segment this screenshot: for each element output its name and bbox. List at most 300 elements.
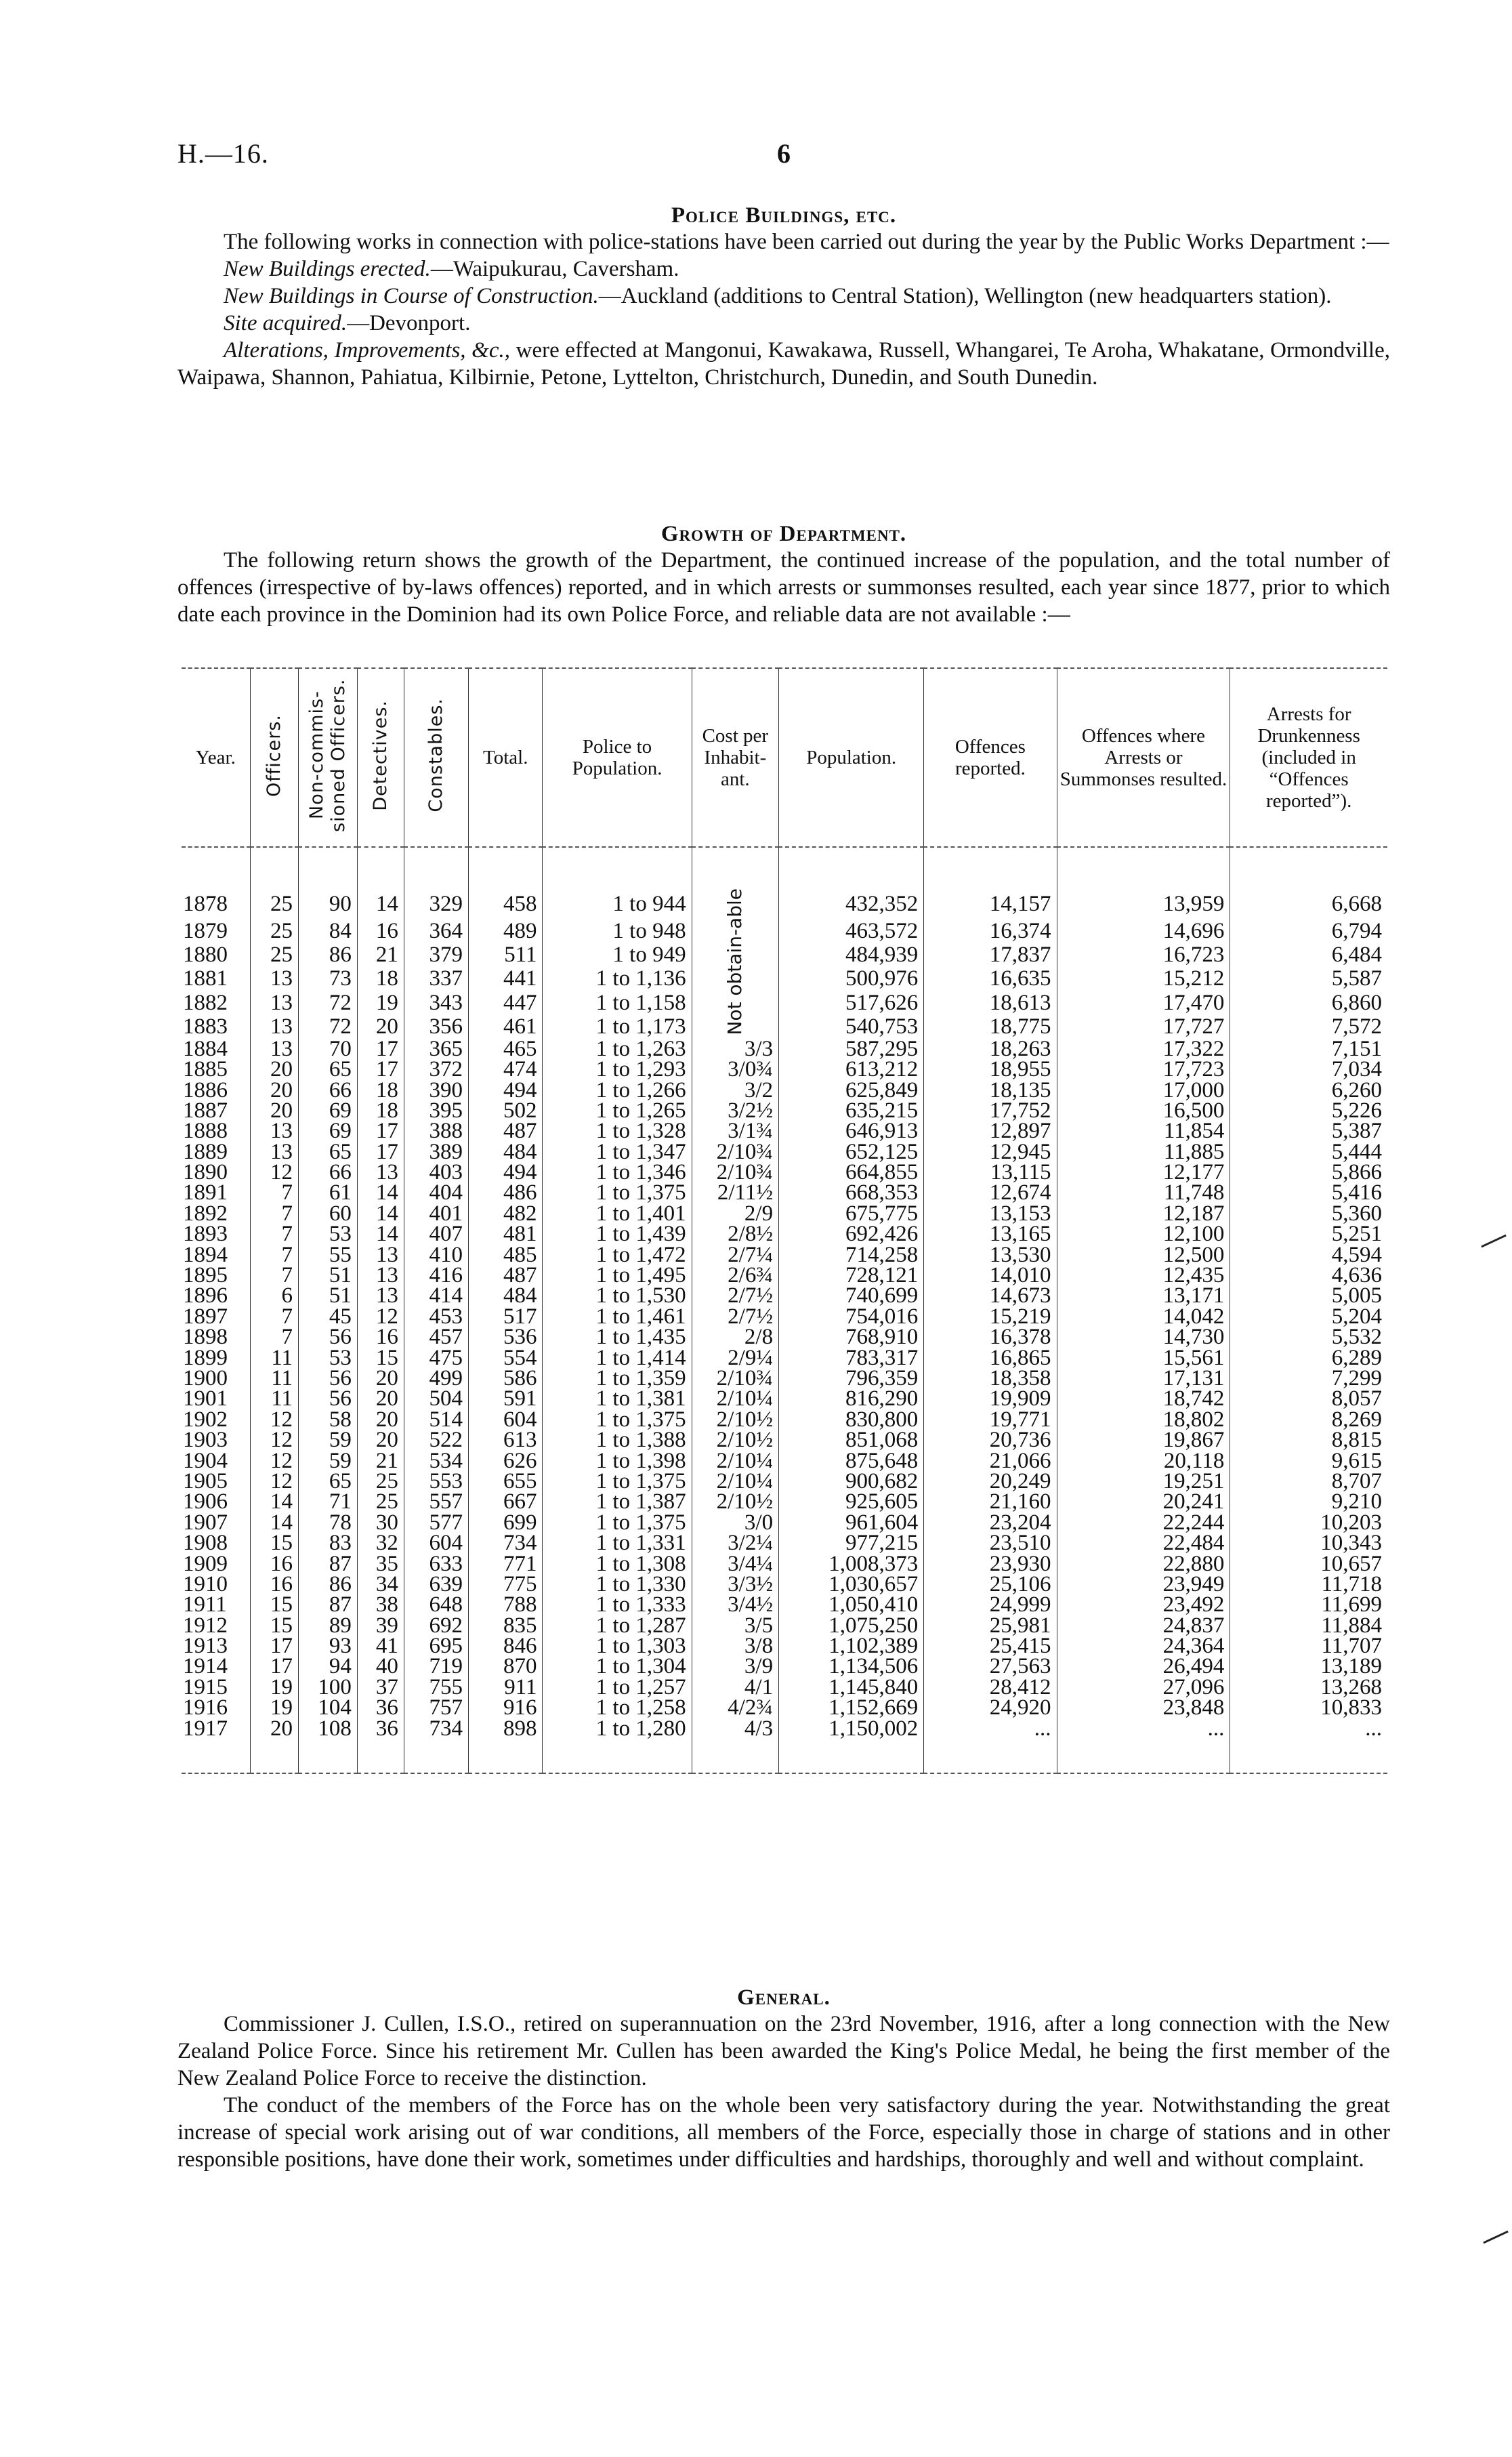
cell-drunkenness: 7,572 (1230, 1014, 1387, 1038)
cell-detectives: 32 (357, 1533, 404, 1553)
cell-officers: 17 (250, 1636, 298, 1656)
cell-officers: 13 (250, 1014, 298, 1038)
cell-population: 1,050,410 (779, 1594, 924, 1615)
cell-constables: 757 (404, 1697, 468, 1718)
cell-constables: 372 (404, 1059, 468, 1079)
cell-cost-per-inhabitant: 3/2½ (692, 1100, 779, 1121)
cell-nco: 65 (299, 1142, 358, 1162)
cell-police-to-population: 1 to 1,346 (543, 1162, 692, 1182)
cell-offences-reported: 12,897 (924, 1121, 1057, 1141)
table-row (182, 1615, 1387, 1636)
cell-arrests-summonses: 17,000 (1057, 1079, 1230, 1100)
cell-nco: 45 (299, 1306, 358, 1327)
cell-nco: 72 (299, 991, 358, 1014)
cell-constables: 692 (404, 1615, 468, 1636)
table-row (182, 1594, 1387, 1615)
cell-population: 587,295 (779, 1039, 924, 1059)
cell-total: 474 (469, 1059, 543, 1079)
cell-arrests-summonses: 16,723 (1057, 943, 1230, 966)
col-drunkenness: Arrests for Drunkenness (included in “Offences reported”). (1230, 668, 1387, 847)
cell-population: 783,317 (779, 1347, 924, 1367)
cell-offences-reported: 13,530 (924, 1244, 1057, 1264)
cell-officers: 7 (250, 1182, 298, 1203)
cell-offences-reported: 16,865 (924, 1347, 1057, 1367)
table-row (182, 1677, 1387, 1697)
cell-constables: 457 (404, 1327, 468, 1347)
cell-drunkenness: 6,289 (1230, 1347, 1387, 1367)
cell-constables: 633 (404, 1553, 468, 1573)
cell-year: 1889 (183, 1139, 228, 1164)
cell-offences-reported: 28,412 (924, 1677, 1057, 1697)
cell-drunkenness: 13,189 (1230, 1656, 1387, 1676)
cell-total: 485 (469, 1244, 543, 1264)
cell-arrests-summonses: 14,696 (1057, 919, 1230, 943)
cell-total: 484 (469, 1142, 543, 1162)
cell-drunkenness: 9,210 (1230, 1491, 1387, 1512)
cell-year: 1901 (183, 1386, 228, 1411)
cell-total: 775 (469, 1574, 543, 1594)
cell-constables: 504 (404, 1388, 468, 1409)
cell-detectives: 17 (357, 1121, 404, 1141)
police-buildings-section (177, 203, 1390, 391)
cell-population: 1,030,657 (779, 1574, 924, 1594)
cell-nco: 55 (299, 1244, 358, 1264)
cell-year: 1891 (183, 1180, 228, 1205)
cell-cost-per-inhabitant: 2/8½ (692, 1224, 779, 1244)
cell-year: 1881 (183, 966, 228, 991)
cell-officers: 7 (250, 1327, 298, 1347)
cell-police-to-population: 1 to 1,530 (543, 1285, 692, 1306)
cell-year: 1899 (183, 1345, 228, 1370)
cell-constables: 389 (404, 1142, 468, 1162)
cell-officers: 7 (250, 1244, 298, 1264)
cell-offences-reported: 12,674 (924, 1182, 1057, 1203)
cell-offences-reported: 18,613 (924, 991, 1057, 1014)
cell-offences-reported: 15,219 (924, 1306, 1057, 1327)
cell-total: 734 (469, 1533, 543, 1553)
table-row (182, 967, 1387, 991)
growth-intro: The following return shows the growth of the Department, the continued increase of the population, and the total number of offences (irrespective of by-laws offences) reported, and in which arrests or summonses resulted, each year since 1877, prior to which date each province in the Dominion had its own Police Force, and reliable data are not available :— (177, 548, 1390, 627)
cell-police-to-population: 1 to 1,347 (543, 1142, 692, 1162)
cell-arrests-summonses: 12,100 (1057, 1224, 1230, 1244)
cell-offences-reported: 13,115 (924, 1162, 1057, 1182)
cell-offences-reported: 20,249 (924, 1471, 1057, 1491)
cell-total: 771 (469, 1553, 543, 1573)
cell-population: 1,152,669 (779, 1697, 924, 1718)
cell-nco: 53 (299, 1224, 358, 1244)
cell-cost-per-inhabitant: 2/10½ (692, 1409, 779, 1430)
cell-nco: 66 (299, 1079, 358, 1100)
cell-drunkenness: 5,416 (1230, 1182, 1387, 1203)
cell-officers: 12 (250, 1430, 298, 1450)
running-header (177, 138, 1390, 178)
cell-arrests-summonses: 23,949 (1057, 1574, 1230, 1594)
cell-nco: 51 (299, 1285, 358, 1306)
item-text: —Devonport. (347, 311, 471, 335)
cell-year: 1902 (183, 1407, 228, 1432)
cell-police-to-population: 1 to 1,495 (543, 1265, 692, 1285)
cell-total: 461 (469, 1014, 543, 1038)
cell-cost-per-inhabitant: 3/2 (692, 1079, 779, 1100)
cell-detectives: 16 (357, 919, 404, 943)
cell-police-to-population: 1 to 1,398 (543, 1450, 692, 1470)
cell-offences-reported: 27,563 (924, 1656, 1057, 1676)
cell-year: 1906 (183, 1489, 228, 1514)
cell-year: 1912 (183, 1613, 228, 1638)
cell-population: 484,939 (779, 943, 924, 966)
cell-detectives: 16 (357, 1327, 404, 1347)
cell-offences-reported: 20,736 (924, 1430, 1057, 1450)
cell-population: 900,682 (779, 1471, 924, 1491)
cell-constables: 453 (404, 1306, 468, 1327)
cell-offences-reported: 25,415 (924, 1636, 1057, 1656)
cell-officers: 13 (250, 991, 298, 1014)
cell-offences-reported: 18,358 (924, 1368, 1057, 1388)
cell-cost-per-inhabitant: 2/10¼ (692, 1450, 779, 1470)
cell-police-to-population: 1 to 1,308 (543, 1553, 692, 1573)
item-text: were effected at Mangonui, Kawakawa, Russell, Whangarei, Te Aroha, Whakatane, Ormondville, Waipawa, Shannon, Pahiatua, Kilbirnie, Petone, Lyttelton, Christchurch, Dunedin, and South Dunedin. (177, 338, 1391, 390)
cell-total: 494 (469, 1079, 543, 1100)
cell-officers: 12 (250, 1471, 298, 1491)
cell-nco: 72 (299, 1014, 358, 1038)
cell-year: 1907 (183, 1510, 228, 1535)
cell-detectives: 21 (357, 1450, 404, 1470)
cell-nco: 56 (299, 1388, 358, 1409)
cell-arrests-summonses: 12,500 (1057, 1244, 1230, 1264)
cell-year: 1892 (183, 1201, 228, 1226)
cell-officers: 7 (250, 1306, 298, 1327)
cell-police-to-population: 1 to 1,263 (543, 1039, 692, 1059)
table-row (182, 1059, 1387, 1079)
cell-officers: 20 (250, 1100, 298, 1121)
cell-population: 961,604 (779, 1512, 924, 1533)
cell-offences-reported: 17,837 (924, 943, 1057, 966)
cell-officers: 25 (250, 943, 298, 966)
cell-drunkenness: 5,005 (1230, 1285, 1387, 1306)
cell-constables: 388 (404, 1121, 468, 1141)
cell-constables: 416 (404, 1265, 468, 1285)
cell-arrests-summonses: 22,484 (1057, 1533, 1230, 1553)
table-row (182, 1182, 1387, 1203)
cell-drunkenness: 7,151 (1230, 1039, 1387, 1059)
cell-total: 487 (469, 1265, 543, 1285)
cell-arrests-summonses: 22,880 (1057, 1553, 1230, 1573)
cell-nco: 51 (299, 1265, 358, 1285)
cell-constables: 557 (404, 1491, 468, 1512)
item-text: —Waipukurau, Caversham. (430, 257, 679, 281)
cell-drunkenness: 11,884 (1230, 1615, 1387, 1636)
cell-cost-per-inhabitant: 2/10½ (692, 1491, 779, 1512)
cell-drunkenness: 11,707 (1230, 1636, 1387, 1656)
cell-constables: 577 (404, 1512, 468, 1533)
cell-police-to-population: 1 to 1,388 (543, 1430, 692, 1450)
cell-nco: 61 (299, 1182, 358, 1203)
cell-arrests-summonses: 16,500 (1057, 1100, 1230, 1121)
cell-arrests-summonses: 23,492 (1057, 1594, 1230, 1615)
cell-population: 728,121 (779, 1265, 924, 1285)
cell-arrests-summonses: 13,171 (1057, 1285, 1230, 1306)
cell-offences-reported: 25,981 (924, 1615, 1057, 1636)
cell-arrests-summonses: 11,885 (1057, 1142, 1230, 1162)
cell-population: 432,352 (779, 847, 924, 919)
cell-arrests-summonses: 12,177 (1057, 1162, 1230, 1182)
cell-constables: 553 (404, 1471, 468, 1491)
table-row (182, 1306, 1387, 1327)
cell-officers: 16 (250, 1574, 298, 1594)
cell-officers: 7 (250, 1203, 298, 1224)
cell-nco: 71 (299, 1491, 358, 1512)
cell-police-to-population: 1 to 1,401 (543, 1203, 692, 1224)
cell-police-to-population: 1 to 1,359 (543, 1368, 692, 1388)
cell-drunkenness: 6,860 (1230, 991, 1387, 1014)
cell-constables: 522 (404, 1430, 468, 1450)
cell-arrests-summonses: 20,241 (1057, 1491, 1230, 1512)
table-row (182, 1039, 1387, 1059)
cell-total: 517 (469, 1306, 543, 1327)
cell-officers: 12 (250, 1162, 298, 1182)
table-row (182, 1471, 1387, 1491)
cell-total: 835 (469, 1615, 543, 1636)
cell-total: 465 (469, 1039, 543, 1059)
cell-year: 1886 (183, 1077, 228, 1102)
cell-cost-per-inhabitant: 3/9 (692, 1656, 779, 1676)
table-row (182, 1388, 1387, 1409)
cell-cost-per-inhabitant: 2/10¼ (692, 1388, 779, 1409)
table-row (182, 1347, 1387, 1367)
cell-population: 830,800 (779, 1409, 924, 1430)
cell-offences-reported: 13,165 (924, 1224, 1057, 1244)
cell-population: 463,572 (779, 919, 924, 943)
cell-nco: 70 (299, 1039, 358, 1059)
cell-officers: 14 (250, 1491, 298, 1512)
cell-officers: 13 (250, 1121, 298, 1141)
section-title-police-buildings: Police Buildings, etc. (671, 203, 897, 228)
cell-officers: 20 (250, 1059, 298, 1079)
cell-total: 911 (469, 1677, 543, 1697)
cell-drunkenness: 6,484 (1230, 943, 1387, 966)
table-row (182, 1100, 1387, 1121)
cell-nco: 56 (299, 1327, 358, 1347)
cell-police-to-population: 1 to 1,158 (543, 991, 692, 1014)
growth-table (182, 667, 1387, 1774)
cell-detectives: 20 (357, 1388, 404, 1409)
cell-officers: 11 (250, 1388, 298, 1409)
cell-police-to-population: 1 to 1,266 (543, 1079, 692, 1100)
cell-detectives: 34 (357, 1574, 404, 1594)
cell-nco: 84 (299, 919, 358, 943)
cell-cost-per-inhabitant: 2/10¾ (692, 1162, 779, 1182)
table-row (182, 1636, 1387, 1656)
cell-police-to-population: 1 to 1,303 (543, 1636, 692, 1656)
buildings-under-construction (177, 283, 1390, 310)
cell-total: 484 (469, 1285, 543, 1306)
cell-total: 898 (469, 1718, 543, 1773)
cell-police-to-population: 1 to 1,173 (543, 1014, 692, 1038)
cell-drunkenness: 5,587 (1230, 967, 1387, 991)
table-row (182, 1079, 1387, 1100)
cell-arrests-summonses: 22,244 (1057, 1512, 1230, 1533)
cell-arrests-summonses: 14,730 (1057, 1327, 1230, 1347)
cell-total: 699 (469, 1512, 543, 1533)
table-row (182, 1512, 1387, 1533)
cell-police-to-population: 1 to 1,387 (543, 1491, 692, 1512)
cell-offences-reported: 23,510 (924, 1533, 1057, 1553)
cell-detectives: 39 (357, 1615, 404, 1636)
cell-drunkenness: 8,057 (1230, 1388, 1387, 1409)
cell-nco: 73 (299, 967, 358, 991)
cell-drunkenness: 4,636 (1230, 1265, 1387, 1285)
cell-drunkenness: 6,668 (1230, 847, 1387, 919)
cell-constables: 414 (404, 1285, 468, 1306)
cell-drunkenness: 5,251 (1230, 1224, 1387, 1244)
cell-police-to-population: 1 to 949 (543, 943, 692, 966)
cell-drunkenness: ... (1230, 1718, 1387, 1773)
cell-offences-reported: 18,955 (924, 1059, 1057, 1079)
cell-total: 441 (469, 967, 543, 991)
cell-population: 754,016 (779, 1306, 924, 1327)
cell-constables: 403 (404, 1162, 468, 1182)
cell-offences-reported: 16,374 (924, 919, 1057, 943)
cell-officers: 11 (250, 1368, 298, 1388)
cell-nco: 78 (299, 1512, 358, 1533)
margin-pen-mark (1481, 1235, 1507, 1248)
not-obtainable-label: Not obtain-able (723, 888, 747, 1035)
cell-offences-reported: 18,263 (924, 1039, 1057, 1059)
cell-detectives: 13 (357, 1244, 404, 1264)
cell-nco: 89 (299, 1615, 358, 1636)
cell-arrests-summonses: 12,435 (1057, 1265, 1230, 1285)
cell-officers: 13 (250, 1142, 298, 1162)
cell-detectives: 38 (357, 1594, 404, 1615)
cell-arrests-summonses: 18,802 (1057, 1409, 1230, 1430)
cell-detectives: 40 (357, 1656, 404, 1676)
cell-constables: 604 (404, 1533, 468, 1553)
cell-arrests-summonses: 11,854 (1057, 1121, 1230, 1141)
cell-nco: 56 (299, 1368, 358, 1388)
alterations (177, 337, 1390, 391)
cell-year: 1884 (183, 1036, 228, 1061)
cell-total: 489 (469, 919, 543, 943)
cell-constables: 499 (404, 1368, 468, 1388)
cell-police-to-population: 1 to 1,293 (543, 1059, 692, 1079)
cell-cost-per-inhabitant: 4/3 (692, 1718, 779, 1773)
cell-year: 1914 (183, 1654, 228, 1679)
cell-police-to-population: 1 to 1,265 (543, 1100, 692, 1121)
cell-police-to-population: 1 to 1,439 (543, 1224, 692, 1244)
cell-arrests-summonses: 13,959 (1057, 847, 1230, 919)
col-offences-reported: Offences reported. (924, 668, 1057, 847)
cell-cost-per-inhabitant: 3/2¼ (692, 1533, 779, 1553)
cell-population: 664,855 (779, 1162, 924, 1182)
cell-drunkenness: 5,360 (1230, 1203, 1387, 1224)
cell-constables: 407 (404, 1224, 468, 1244)
cell-nco: 86 (299, 943, 358, 966)
table-row (182, 1697, 1387, 1718)
cell-total: 667 (469, 1491, 543, 1512)
cell-arrests-summonses: ... (1057, 1718, 1230, 1773)
cell-cost-per-inhabitant: 2/6¾ (692, 1265, 779, 1285)
cell-arrests-summonses: 20,118 (1057, 1450, 1230, 1470)
cell-year: 1916 (183, 1695, 228, 1720)
cell-cost-per-inhabitant: 3/3 (692, 1039, 779, 1059)
cell-constables: 395 (404, 1100, 468, 1121)
cell-population: 851,068 (779, 1430, 924, 1450)
cell-offences-reported: 14,010 (924, 1265, 1057, 1285)
cell-cost-per-inhabitant: 3/0 (692, 1512, 779, 1533)
cell-arrests-summonses: 15,561 (1057, 1347, 1230, 1367)
cell-year: 1913 (183, 1634, 228, 1659)
table-row (182, 1244, 1387, 1264)
cell-cost-per-inhabitant: 4/2¾ (692, 1697, 779, 1718)
cell-detectives: 35 (357, 1553, 404, 1573)
cell-year: 1910 (183, 1571, 228, 1596)
table-row (182, 1430, 1387, 1450)
item-label: Alterations, Improvements, &c., (224, 338, 510, 363)
cell-police-to-population: 1 to 1,331 (543, 1533, 692, 1553)
cell-year: 1895 (183, 1263, 228, 1288)
cell-officers: 12 (250, 1409, 298, 1430)
cell-constables: 379 (404, 943, 468, 966)
cell-arrests-summonses: 24,364 (1057, 1636, 1230, 1656)
cell-total: 447 (469, 991, 543, 1014)
cell-population: 925,605 (779, 1491, 924, 1512)
cell-offences-reported: 13,153 (924, 1203, 1057, 1224)
table-row (182, 1203, 1387, 1224)
cell-total: 458 (469, 847, 543, 919)
cell-cost-per-inhabitant: 2/8 (692, 1327, 779, 1347)
cell-offences-reported: 23,204 (924, 1512, 1057, 1533)
cell-nco: 66 (299, 1162, 358, 1182)
cell-drunkenness: 7,034 (1230, 1059, 1387, 1079)
cell-detectives: 18 (357, 1079, 404, 1100)
cell-drunkenness: 11,699 (1230, 1594, 1387, 1615)
cell-year: 1898 (183, 1325, 228, 1350)
table-body (182, 847, 1387, 1773)
cell-constables: 337 (404, 967, 468, 991)
page-number: 6 (777, 138, 791, 169)
cell-total: 481 (469, 1224, 543, 1244)
cell-nco: 59 (299, 1430, 358, 1450)
cell-offences-reported: 14,157 (924, 847, 1057, 919)
table-row (182, 1368, 1387, 1388)
cell-constables: 410 (404, 1244, 468, 1264)
cell-police-to-population: 1 to 1,330 (543, 1574, 692, 1594)
table-row (182, 1533, 1387, 1553)
col-population: Population. (779, 668, 924, 847)
cell-constables: 648 (404, 1594, 468, 1615)
cell-detectives: 13 (357, 1285, 404, 1306)
cell-cost-per-inhabitant: 3/4½ (692, 1594, 779, 1615)
col-cost-per-inhabitant: Cost per Inhabit-ant. (692, 668, 779, 847)
cell-nco: 87 (299, 1553, 358, 1573)
cell-cost-per-inhabitant: 3/4¼ (692, 1553, 779, 1573)
cell-population: 816,290 (779, 1388, 924, 1409)
cell-police-to-population: 1 to 1,333 (543, 1594, 692, 1615)
cell-drunkenness: 5,532 (1230, 1327, 1387, 1347)
cell-detectives: 19 (357, 991, 404, 1014)
cell-constables: 514 (404, 1409, 468, 1430)
cell-offences-reported: 24,920 (924, 1697, 1057, 1718)
table-row (182, 1014, 1387, 1038)
cell-nco: 86 (299, 1574, 358, 1594)
cell-detectives: 20 (357, 1430, 404, 1450)
cell-population: 500,976 (779, 967, 924, 991)
cell-year: 1888 (183, 1119, 228, 1144)
cell-police-to-population: 1 to 1,280 (543, 1718, 692, 1773)
cell-nco: 59 (299, 1450, 358, 1470)
col-detectives: Detectives. (357, 668, 404, 847)
cell-nco: 90 (299, 847, 358, 919)
